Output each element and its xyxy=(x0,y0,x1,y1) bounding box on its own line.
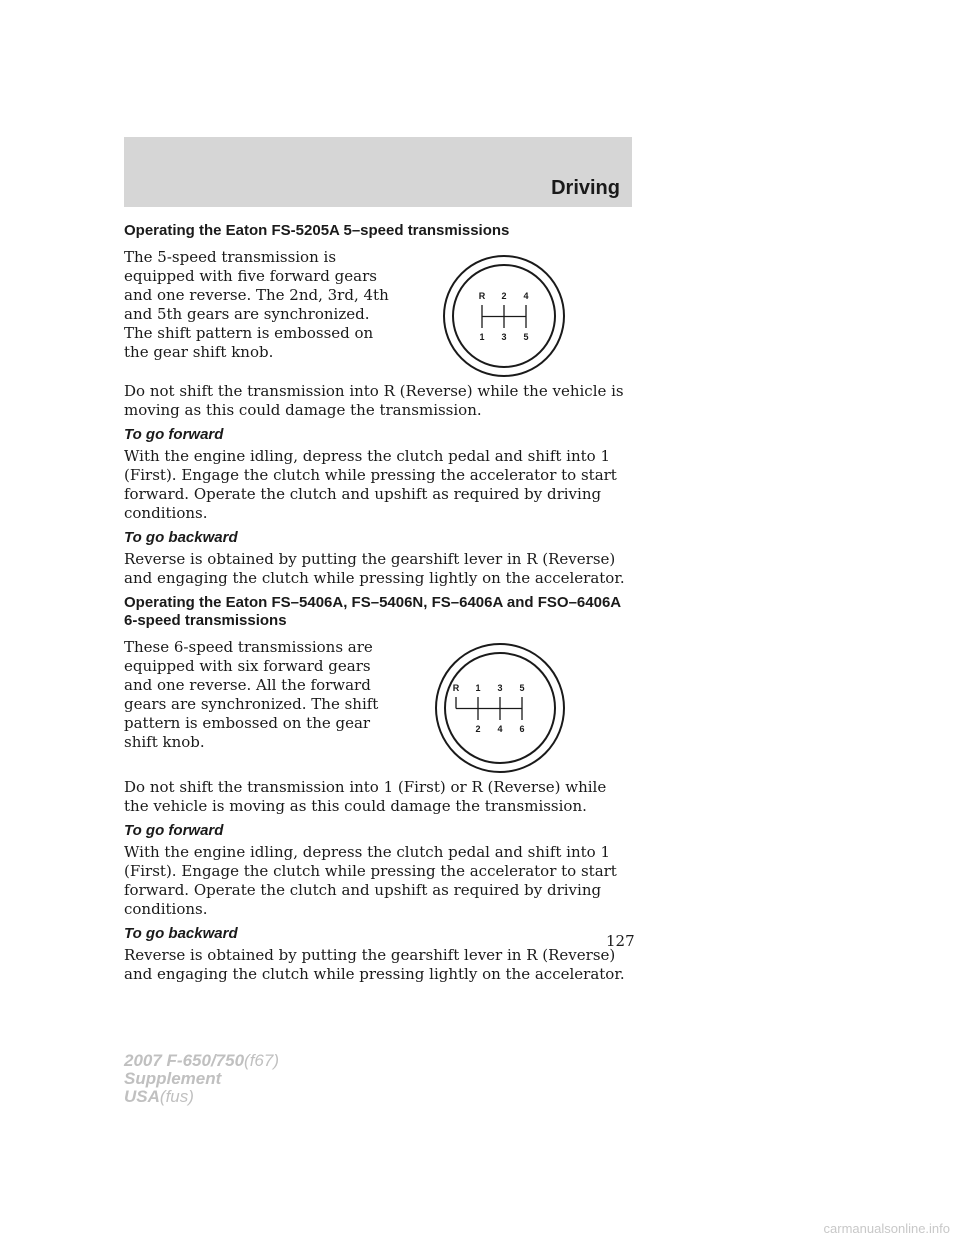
watermark-link[interactable]: carmanualsonline.info xyxy=(823,1221,950,1236)
footer-region-code: (fus) xyxy=(159,1087,194,1106)
footer-imprint xyxy=(124,1052,279,1106)
section2-backward-heading: To go backward xyxy=(124,925,238,942)
footer-line-supplement xyxy=(124,1070,279,1088)
gear-label-1: 1 xyxy=(475,683,481,693)
section1-forward-text: With the engine idling, depress the clutch pedal and shift into 1 (First). Engage the clutch while pressing the accelerator to start forward. Operate the clutch and upshift as required by driving conditions. xyxy=(124,447,617,522)
footer-model-code: (f67) xyxy=(244,1051,280,1070)
footer-line-region xyxy=(124,1088,279,1106)
page-content xyxy=(124,222,632,990)
gear-label-5: 5 xyxy=(519,683,525,693)
gear-label-5: 5 xyxy=(523,332,529,342)
section2-forward-heading: To go forward xyxy=(124,822,224,839)
gear-label-r: R xyxy=(452,683,460,693)
six-speed-shift-knob-diagram xyxy=(434,642,566,774)
gear-label-2: 2 xyxy=(475,724,481,734)
section1-title: Operating the Eaton FS-5205A 5–speed transmissions xyxy=(124,222,510,239)
section2-warning: Do not shift the transmission into 1 (First) or R (Reverse) while the vehicle is moving as this could damage the transmission. xyxy=(124,778,607,815)
gear-label-1: 1 xyxy=(479,332,485,342)
section2-title: Operating the Eaton FS–5406A, FS–5406N, FS–6406A and FSO–6406A 6-speed transmissions xyxy=(124,594,621,629)
gear-label-6: 6 xyxy=(519,724,525,734)
gear-label-3: 3 xyxy=(501,332,507,342)
section1-intro: The 5-speed transmission is equipped with five forward gears and one reverse. The 2nd, 3rd, 4th and 5th gears are synchronized. The shift pattern is embossed on the gear shift knob. xyxy=(124,248,389,361)
section1-forward-heading: To go forward xyxy=(124,426,224,443)
section2-backward-text: Reverse is obtained by putting the gearshift lever in R (Reverse) and engaging the clutch while pressing lightly on the accelerator. xyxy=(124,946,625,983)
gear-label-r: R xyxy=(478,291,486,301)
gear-label-2: 2 xyxy=(501,291,507,301)
section1-warning: Do not shift the transmission into R (Reverse) while the vehicle is moving as this could damage the transmission. xyxy=(124,382,624,419)
section1-backward-heading: To go backward xyxy=(124,529,238,546)
footer-region: USA xyxy=(124,1087,160,1106)
section-label: Driving xyxy=(551,177,620,199)
gear-label-4: 4 xyxy=(497,724,503,734)
five-speed-shift-knob-diagram xyxy=(442,254,566,378)
header-band xyxy=(124,137,632,207)
section2-forward-text: With the engine idling, depress the clutch pedal and shift into 1 (First). Engage the clutch while pressing the accelerator to start forward. Operate the clutch and upshift as required by driving conditions. xyxy=(124,843,617,918)
section1-intro-row xyxy=(124,248,632,382)
section1-backward-text: Reverse is obtained by putting the gearshift lever in R (Reverse) and engaging the clutch while pressing lightly on the accelerator. xyxy=(124,550,625,587)
gear-label-4: 4 xyxy=(523,291,529,301)
page-number: 127 xyxy=(606,932,635,950)
footer-supplement: Supplement xyxy=(124,1069,222,1088)
footer-model: 2007 F-650/750 xyxy=(124,1051,245,1070)
footer-line-model xyxy=(124,1052,279,1070)
section2-intro-row xyxy=(124,638,632,778)
section2-intro: These 6-speed transmissions are equipped with six forward gears and one reverse. All the forward gears are synchronized. The shift pattern is embossed on the gear shift knob. xyxy=(124,638,379,751)
gear-label-3: 3 xyxy=(497,683,503,693)
